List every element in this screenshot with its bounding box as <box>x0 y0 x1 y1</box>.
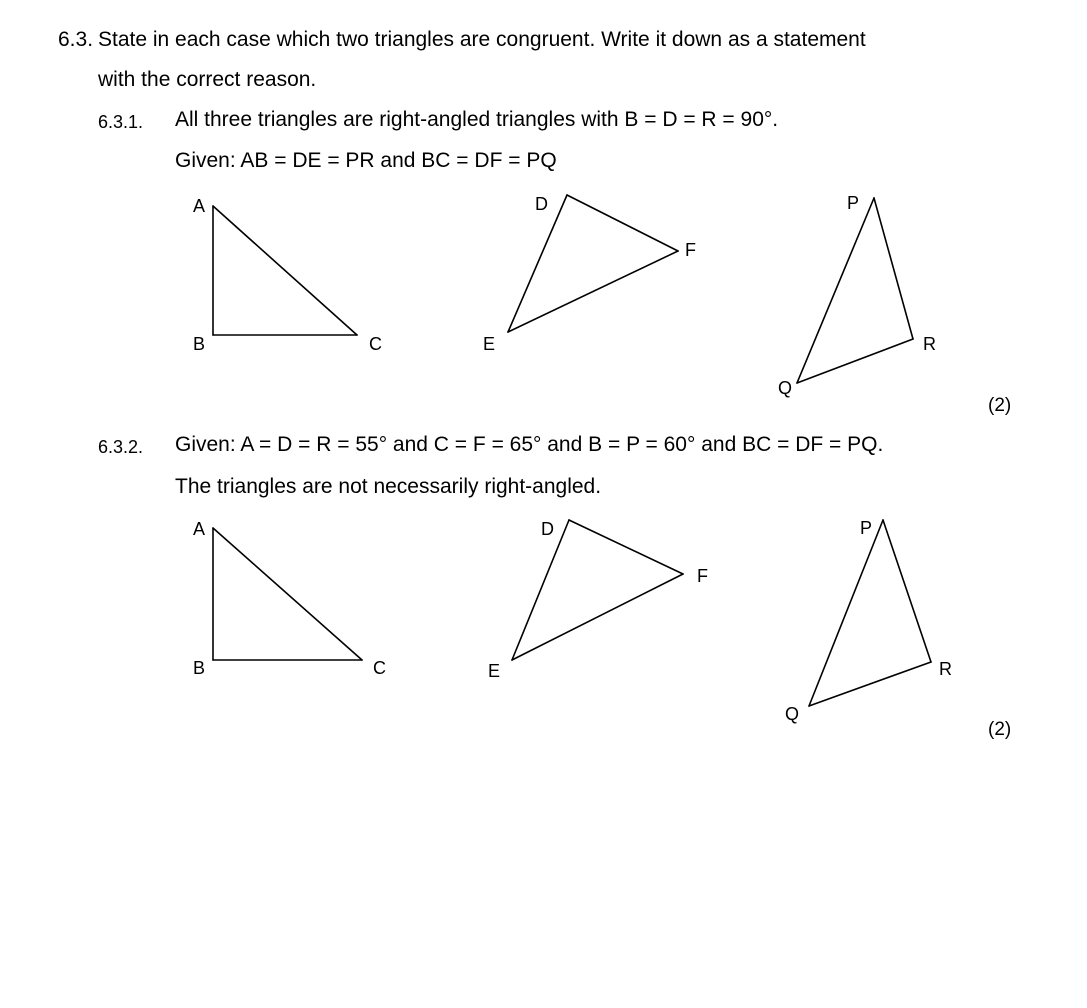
label-c: C <box>373 658 386 678</box>
question-number: 6.3. <box>58 28 94 51</box>
marks-632: (2) <box>988 719 1012 740</box>
subquestion-number-631: 6.3.1. <box>98 112 144 132</box>
label-e: E <box>483 334 496 354</box>
question-text-line-2: with the correct reason. <box>98 68 317 91</box>
label-p: P <box>847 193 860 213</box>
label-r: R <box>923 334 936 354</box>
label-c: C <box>369 334 382 354</box>
label-d: D <box>535 194 548 214</box>
subquestion-number-632: 6.3.2. <box>98 437 144 457</box>
triangle-abc <box>213 528 362 660</box>
subquestion-632-line-2: The triangles are not necessarily right-angled. <box>175 475 602 498</box>
label-a: A <box>193 196 206 216</box>
label-d: D <box>541 519 554 539</box>
triangle-def <box>512 520 683 660</box>
subquestion-631-line-1: All three triangles are right-angled triangles with B = D = R = 90°. <box>175 108 779 131</box>
label-r: R <box>939 659 952 679</box>
label-a: A <box>193 519 206 539</box>
label-q: Q <box>785 704 800 724</box>
label-b: B <box>193 658 206 678</box>
label-b: B <box>193 334 206 354</box>
triangle-pqr <box>809 520 931 706</box>
label-q: Q <box>778 378 793 398</box>
label-f: F <box>697 566 708 586</box>
label-f: F <box>685 240 696 260</box>
subquestion-631-line-2: Given: AB = DE = PR and BC = DF = PQ <box>175 149 557 172</box>
label-p: P <box>860 518 873 538</box>
subquestion-632-line-1: Given: A = D = R = 55° and C = F = 65° and B = P = 60° and BC = DF = PQ. <box>175 433 884 456</box>
marks-631: (2) <box>988 395 1012 416</box>
label-e: E <box>488 661 501 681</box>
question-text-line-1: State in each case which two triangles are congruent. Write it down as a statement <box>98 28 866 51</box>
